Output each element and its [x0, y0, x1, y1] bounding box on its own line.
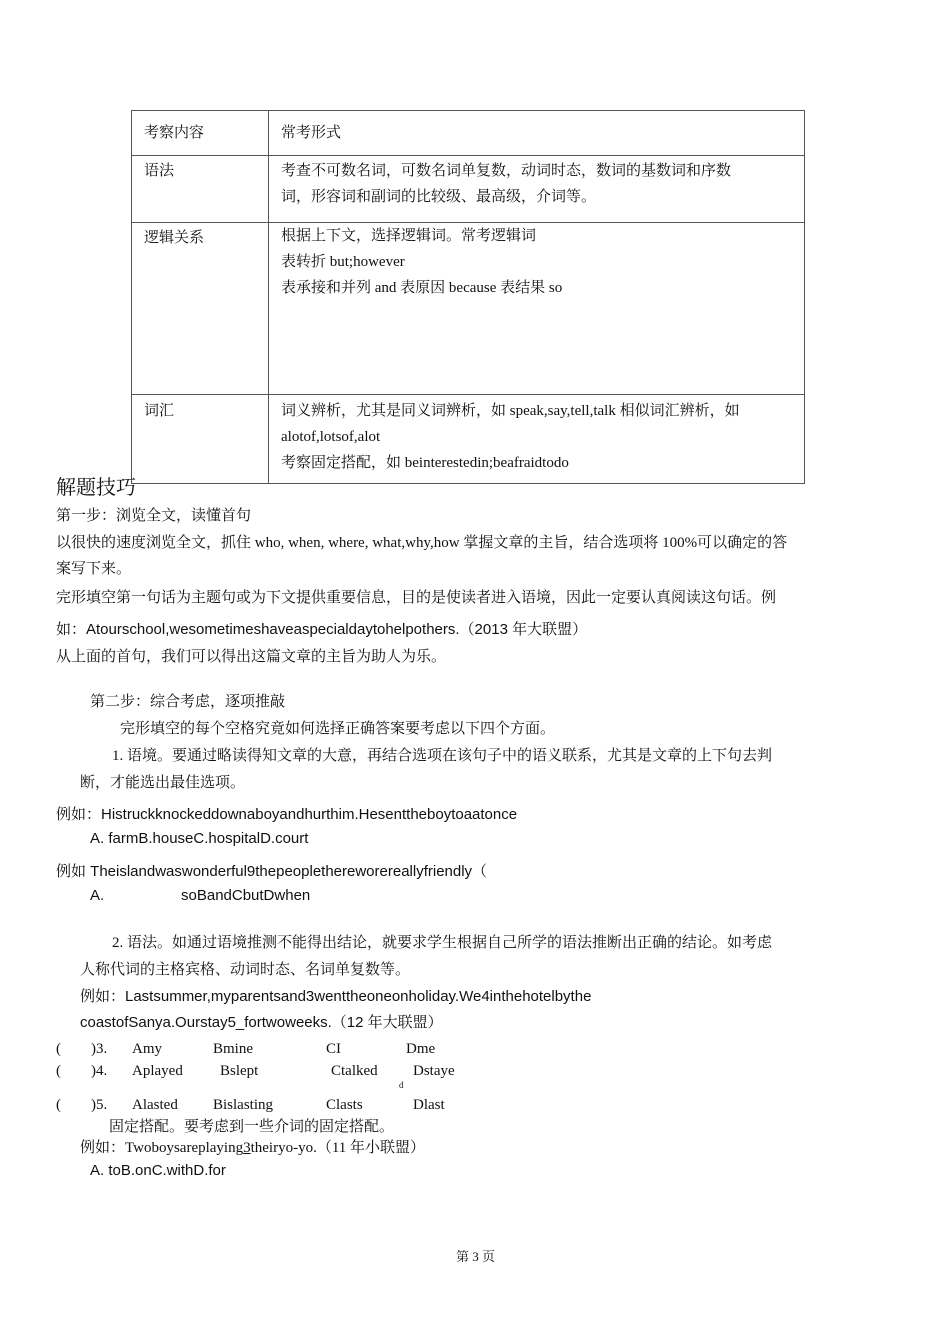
option-b: Bslept	[220, 1063, 259, 1079]
stray-mark: d	[399, 1080, 404, 1090]
step2-title: 第二步：综合考虑，逐项推敲	[90, 694, 286, 710]
step1-paragraph-line: 以很快的速度浏览全文，抓住 who, when, where, what,why,how 掌握文章的主旨，结合选项将 100%可以确定的答	[56, 535, 788, 551]
step1-title: 第一步：浏览全文，读懂首句	[56, 508, 252, 524]
question-paren: (	[56, 1097, 61, 1113]
exam-content-table	[131, 110, 805, 484]
table-row-line: 词，形容词和副词的比较级、最高级，介词等。	[281, 189, 597, 205]
table-row-line: 根据上下文，选择逻辑词。常考逻辑词	[281, 228, 537, 244]
option-a: Amy	[132, 1041, 162, 1057]
example-1-options: A. farmB.houseC.hospitalD.court	[90, 830, 309, 847]
page-number: 第 3 页	[456, 1249, 496, 1264]
table-row-line: 表转折 but;however	[281, 254, 405, 270]
table-header-cell: 常考形式	[269, 111, 805, 156]
option-a: Alasted	[132, 1097, 178, 1113]
option-c: Clasts	[326, 1097, 363, 1113]
step1-example: 如：Atourschool,wesometimeshaveaspecialdaytohelpothers.（2013 年大联盟）	[56, 621, 588, 638]
table-row-label: 语法	[132, 156, 269, 223]
question-number: )3.	[91, 1041, 108, 1057]
question-number: )5.	[91, 1097, 108, 1113]
table-row-content	[269, 223, 805, 395]
table-row-line: 考查不可数名词，可数名词单复数，动词时态，数词的基数词和序数	[281, 163, 732, 179]
example-2: 例如 Theislandwaswonderful9thepeoplethereworereallyfriendly（	[56, 863, 488, 880]
question-number: )4.	[91, 1063, 108, 1079]
table-row-label: 词汇	[132, 395, 269, 484]
option-c: Ctalked	[331, 1063, 378, 1079]
section-title: 解题技巧	[56, 477, 136, 499]
question-paren: (	[56, 1063, 61, 1079]
item1-line: 1. 语境。要通过略读得知文章的大意，再结合选项在该句子中的语义联系，尤其是文章的上下句去判	[112, 748, 773, 764]
option-d: Dlast	[413, 1097, 445, 1113]
table-row-content	[269, 395, 805, 484]
step2-intro: 完形填空的每个空格究竟如何选择正确答案要考虑以下四个方面。	[120, 721, 556, 737]
option-d: Dstaye	[413, 1063, 455, 1079]
example-3-line: coastofSanya.Ourstay5_fortwoweeks.（12 年大联盟）	[80, 1014, 443, 1031]
step1-conclusion: 从上面的首句，我们可以得出这篇文章的主旨为助人为乐。	[56, 649, 447, 665]
question-paren: (	[56, 1041, 61, 1057]
item3-line: 固定搭配。要考虑到一些介词的固定搭配。	[109, 1119, 395, 1135]
option-a: Aplayed	[132, 1063, 183, 1079]
example-2-option-label: A.	[90, 887, 105, 904]
example-1: 例如：Histruckknockeddownaboyandhurthim.Hesenttheboytoaatonce	[56, 806, 518, 823]
table-row-line: 表承接和并列 and 表原因 because 表结果 so	[281, 280, 563, 296]
table-row-line: 考察固定搭配，如 beinterestedin;beafraidtodo	[281, 455, 569, 471]
item1-line: 断，才能选出最佳选项。	[80, 775, 246, 791]
table-row-label: 逻辑关系	[132, 223, 269, 395]
item2-line: 人称代词的主格宾格、动词时态、名词单复数等。	[80, 962, 411, 978]
example-4-suffix: theiryo-yo.（11 年小联盟）	[250, 1140, 426, 1156]
example-4-options: A. toB.onC.withD.for	[90, 1162, 226, 1179]
option-d: Dme	[406, 1041, 436, 1057]
example-4	[80, 1136, 425, 1157]
example-3-line: 例如：Lastsummer,myparentsand3wenttheoneonholiday.We4inthehotelbythe	[80, 988, 592, 1005]
step1-paragraph-line: 完形填空第一句话为主题句或为下文提供重要信息，目的是使读者进入语境，因此一定要认真阅读这句话。例	[56, 590, 777, 606]
step1-paragraph-line: 案写下来。	[56, 561, 132, 577]
example-4-blank-number: 3	[243, 1140, 251, 1156]
option-b: Bmine	[213, 1041, 253, 1057]
table-row-content	[269, 156, 805, 223]
option-b: Bislasting	[213, 1097, 274, 1113]
option-c: CI	[326, 1041, 341, 1057]
table-row-line: 词义辨析，尤其是同义词辨析，如 speak,say,tell,talk 相似词汇辨析，如	[281, 403, 740, 419]
example-2-options: soBandCbutDwhen	[181, 887, 311, 904]
item2-line: 2. 语法。如通过语境推测不能得出结论，就要求学生根据自己所学的语法推断出正确的结论。如考虑	[112, 935, 773, 951]
example-4-prefix: 例如：Twoboysareplaying	[80, 1140, 244, 1156]
table-header-cell: 考察内容	[132, 111, 269, 156]
table-row-line: alotof,lotsof,alot	[281, 429, 381, 445]
